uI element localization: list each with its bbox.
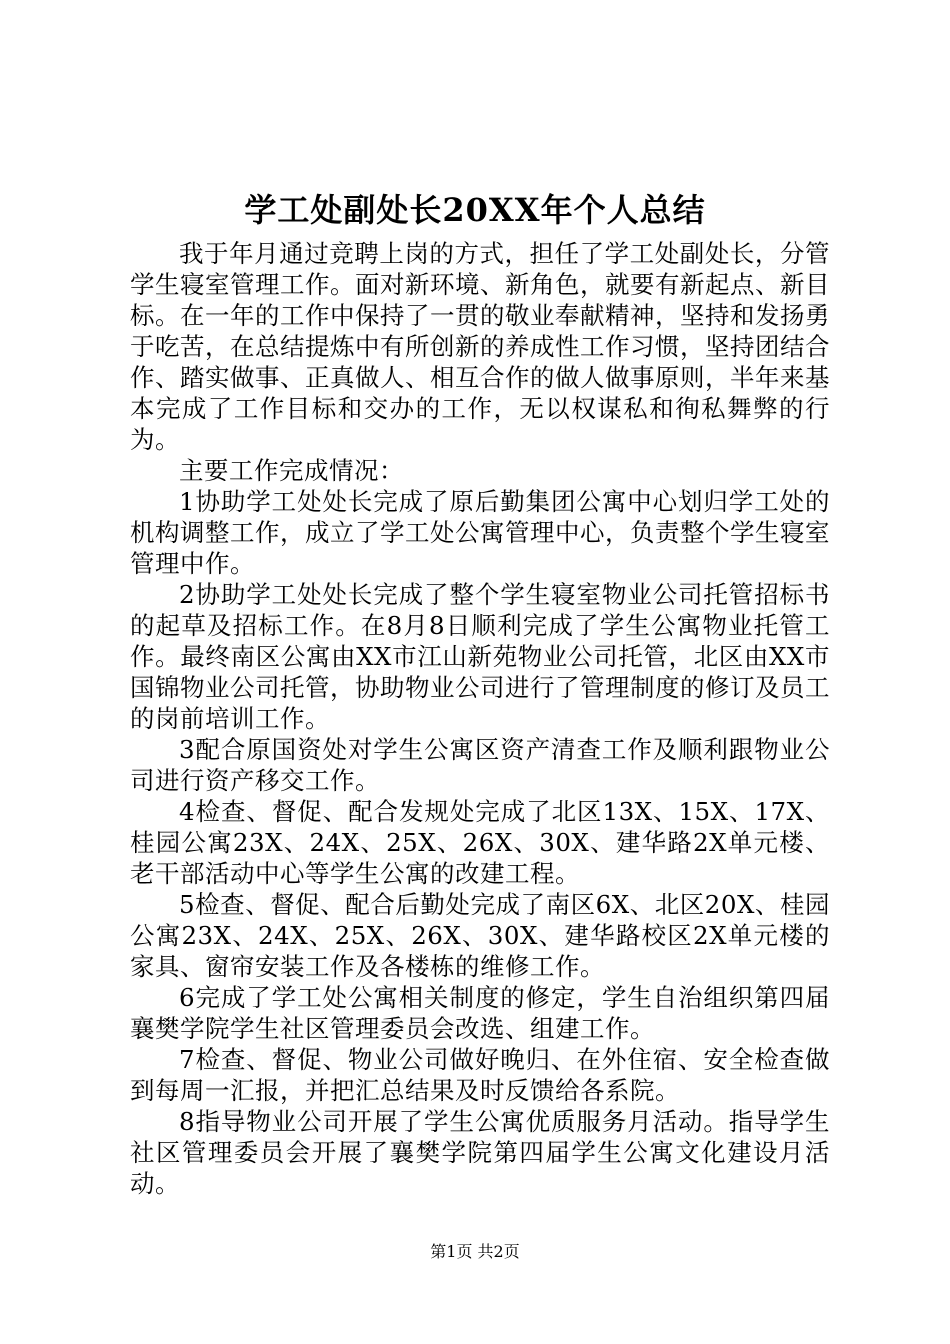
paragraph-item-2: 2协助学工处处长完成了整个学生寝室物业公司托管招标书的起草及招标工作。在8月8日顺利完成了学生公寓物业托管工作。最终南区公寓由XX市江山新苑物业公司托管，北区由XX市国锦物业公司托管，协助物业公司进行了管理制度的修订及员工的岗前培训工作。 — [130, 580, 830, 733]
paragraph-item-8: 8指导物业公司开展了学生公寓优质服务月活动。指导学生社区管理委员会开展了襄樊学院第四届学生公寓文化建设月活动。 — [130, 1107, 830, 1198]
paragraph-item-6: 6完成了学工处公寓相关制度的修定，学生自治组织第四届襄樊学院学生社区管理委员会改选、组建工作。 — [130, 983, 830, 1043]
paragraph-item-3: 3配合原国资处对学生公寓区资产清查工作及顺利跟物业公司进行资产移交工作。 — [130, 735, 830, 795]
paragraph-item-7: 7检查、督促、物业公司做好晚归、在外住宿、安全检查做到每周一汇报，并把汇总结果及时反馈给各系院。 — [130, 1045, 830, 1105]
paragraph-section-heading: 主要工作完成情况： — [179, 456, 404, 485]
paragraph-item-4: 4检查、督促、配合发规处完成了北区13X、15X、17X、桂园公寓23X、24X、25X、26X、30X、建华路2X单元楼、老干部活动中心等学生公寓的改建工程。 — [130, 797, 830, 888]
document-body — [130, 238, 830, 1199]
paragraph-item-1: 1协助学工处处长完成了原后勤集团公寓中心划归学工处的机构调整工作，成立了学工处公寓管理中心，负责整个学生寝室管理中作。 — [130, 487, 830, 578]
page-footer: 第1页 共2页 — [430, 1242, 520, 1261]
document-title: 学工处副处长20XX年个人总结 — [244, 191, 706, 229]
paragraph-item-5: 5检查、督促、配合后勤处完成了南区6X、北区20X、桂园公寓23X、24X、25X、26X、30X、建华路校区2X单元楼的家具、窗帘安装工作及各楼栋的维修工作。 — [130, 890, 830, 981]
paragraph-intro: 我于年月通过竞聘上岗的方式，担任了学工处副处长，分管学生寝室管理工作。面对新环境、新角色，就要有新起点、新目标。在一年的工作中保持了一贯的敬业奉献精神，坚持和发扬勇于吃苦，在总结提炼中有所创新的养成性工作习惯，坚持团结合作、踏实做事、正真做人、相互合作的做人做事原则，半年来基本完成了工作目标和交办的工作，无以权谋私和徇私舞弊的行为。 — [130, 239, 830, 454]
